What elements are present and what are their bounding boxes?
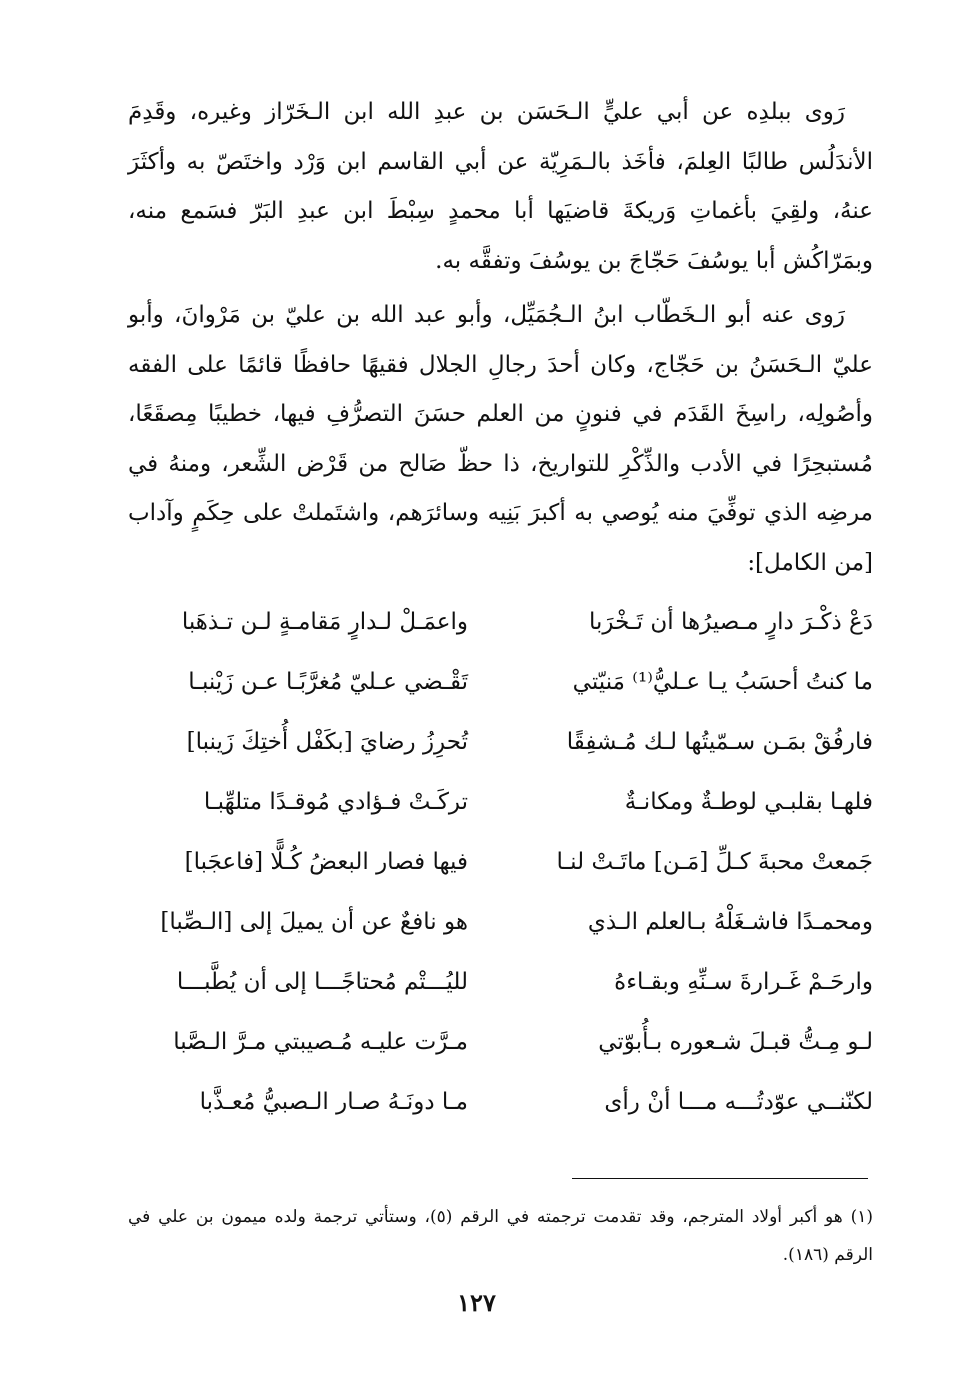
verse-second-hemistich: تَقْـضي عـليّ مُغرَّبًـا عـن زَيْنبـا	[188, 669, 468, 695]
body-text	[128, 88, 873, 593]
verse-first-hemistich: جَمعتْ محبةَ كـلِّ [مَـن] ماتَـتْ لنـا	[556, 849, 873, 875]
poem-verse	[128, 1072, 873, 1132]
verse-second-hemistich: هو نافعٌ عن أن يميلَ إلى [الـصِّبا]	[160, 909, 468, 935]
verse-first-hemistich: ومحمـدًا فاشـغَلْهُ بـالعلم الـذي	[587, 909, 873, 935]
verse-second-hemistich: فيها فصار البعضُ كُـلًّا [فاعجَبا]	[184, 849, 468, 875]
verse-second-hemistich: مـا دونَـهُ صـار الـصبيُّ مُعـذَّبا	[199, 1089, 468, 1115]
verse-first-hemistich: دَعْ ذكْـرَ دارٍ مـصيرُها أن تَـخْرَبا	[588, 609, 873, 635]
poem-verse	[128, 952, 873, 1012]
verse-second-hemistich: تركَـتْ فـؤادي مُوقـدًا متلهِّبـا	[203, 789, 468, 815]
verse-first-hemistich: ما كنتُ أحسَبُ يـا عـليُّ⁽¹⁾ مَنيّتي	[572, 669, 873, 695]
verse-first-hemistich: لـو مِـتُّ قبـلَ شـعوره بـأُبوّتي	[598, 1029, 873, 1055]
paragraph-2: رَوى عنه أبو الـخَطّاب ابنُ الـجُمَيِّل، وأبو عبد الله بن عليّ بن مَرْوانَ، وأبو عليّ الـحَسَنُ بن حَجّاج، وكان أحدَ رجالِ الجلال فقيهًا حافظًا قائمًا على الفقه وأصُولِه، راسِخَ القَدَم في فنونٍ من العلم حسَنَ التصرُّفِ فيها، خطيبًا مِصقَعًا، مُستبحِرًا في الأدب والذِّكْرِ للتواريخ، ذا حظّ صَالح من قَرْض الشِّعر، ومنهُ في مرضِه الذي توفِّيَ منه يُوصي به أكبرَ بَنِيه وسائرَهم، واشتَملتْ على حِكَمٍ وآداب [من الكامل]:	[128, 302, 873, 576]
verse-second-hemistich: لليُـــتْم مُحتاجًـــا إلى أن يُطَّبـــا	[176, 969, 468, 995]
verse-first-hemistich: فارفُقْ بمَـن سـمّيتُها لـك مُـشفِقًا	[566, 729, 873, 755]
verse-second-hemistich: واعمَـلْ لـدارٍ مَقامـةٍ لـن تـذهَبا	[181, 609, 468, 635]
footnotes	[128, 1198, 873, 1274]
footnote-1: (١) هو أكبر أولاد المترجم، وقد تقدمت ترجمته في الرقم (٥)، وستأتي ترجمة ولده ميمون بن علي في الرقم (١٨٦).	[128, 1207, 873, 1265]
paragraph-1: رَوى ببلدِه عن أبي عليٍّ الـحَسَن بن عبدِ الله ابن الـخَرّاز وغيره، وقَدِمَ الأندَلُس طالبًا العِلمَ، فأخَذ بالـمَرِيّة عن أبي القاسم ابن وَرْد واختَصّ به وأكثَرَ عنهُ، ولقِيَ بأغماتِ وَريكةَ قاضيَها أبا محمدٍ سِبْطَ ابن عبدِ البَرّ فسَمع منه، وبمَرّاكُش أبا يوسُفَ حَجّاجَ بن يوسُفَ وتفقَّه به.	[128, 99, 873, 274]
poem	[128, 592, 873, 1132]
poem-verse	[128, 652, 873, 712]
verse-second-hemistich: مـرَّت عليـه مُـصيبتي مـرَّ الـصَّبا	[173, 1029, 468, 1055]
poem-verse	[128, 832, 873, 892]
poem-verse	[128, 1012, 873, 1072]
poem-verse	[128, 592, 873, 652]
poem-verse	[128, 772, 873, 832]
verse-first-hemistich: فلهـا بقلبـي لوطـةٌ ومكانـةٌ	[624, 789, 873, 815]
poem-verse	[128, 892, 873, 952]
footnote-divider	[572, 1178, 868, 1179]
verse-first-hemistich: لكنّنــي عوّدتُـــه مـــا أنْ رأى	[604, 1089, 873, 1115]
verse-second-hemistich: تُحرِزُ رضايَ [بكَفْل أُختِكَ زَينبا]	[186, 729, 468, 755]
poem-verse	[128, 712, 873, 772]
page-number: ١٢٧	[457, 1288, 496, 1317]
verse-first-hemistich: وارحَـمْ غَـرارةَ سـنِّهِ وبقـاءهُ	[614, 969, 873, 995]
